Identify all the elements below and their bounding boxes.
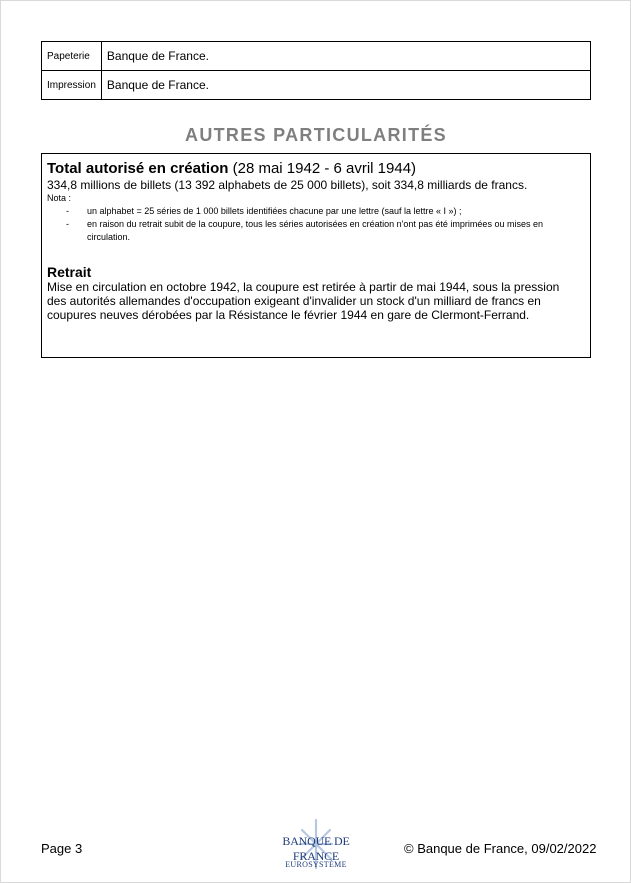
table-row [42,42,591,71]
row-label: Impression [42,71,102,100]
total-heading-line [47,160,416,177]
logo-name: BANQUE DE FRANCE [282,834,350,863]
total-body: 334,8 millions de billets (13 392 alphabets de 25 000 billets), soit 334,8 milliards de francs. [47,178,528,192]
nota-label: Nota : [47,193,72,203]
table-row [42,71,591,100]
row-value: Banque de France. [101,42,590,71]
row-value: Banque de France. [101,71,590,100]
total-heading: Total autorisé en création [47,160,229,177]
particularities-box [41,153,591,358]
note-text: un alphabet = 25 séries de 1 000 billets identifiées chacune par une lettre (sauf la lettre « I ») ; [87,206,462,216]
logo-subtitle: EUROSYSTÈME [285,860,347,869]
copyright: © Banque de France, 09/02/2022 [404,841,597,856]
row-label: Papeterie [42,42,102,71]
details-table [41,41,591,100]
note-text: en raison du retrait subit de la coupure, tous les séries autorisées en création n'ont pas été imprimées ou mises en circulation. [87,219,543,242]
retrait-text: Mise en circulation en octobre 1942, la coupure est retirée à partir de mai 1944, sous la pression des autorités allemandes d'occupation exigeant d'invalider un stock d'un milliard de francs en coupures neuves dérobées par la Résistance le février 1944 en gare de Clermont-Ferrand. [47,280,560,322]
retrait-heading: Retrait [47,264,92,280]
section-title: AUTRES PARTICULARITÉS [185,125,447,145]
total-period: (28 mai 1942 - 6 avril 1944) [232,160,417,177]
page-number: Page 3 [41,841,83,856]
dash-bullet: - [66,206,69,216]
bank-logo [262,818,370,870]
dash-bullet: - [66,219,69,229]
